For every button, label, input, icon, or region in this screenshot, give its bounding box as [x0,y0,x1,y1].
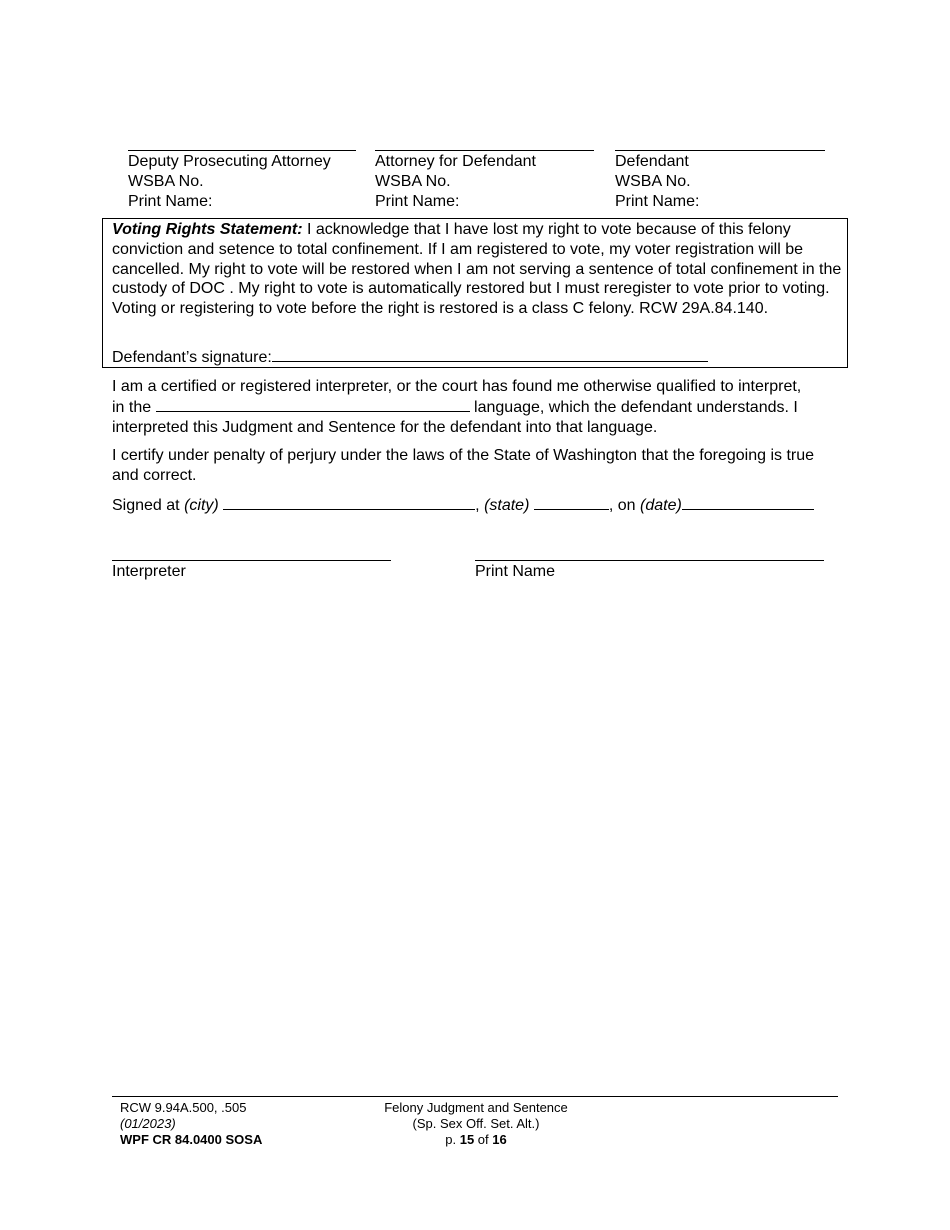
defendant-signature-field[interactable] [272,347,708,362]
defense-attorney-print-name: Print Name: [375,193,460,210]
page-prefix: p. [445,1132,460,1147]
footer-center [366,1100,586,1148]
footer-subtitle: (Sp. Sex Off. Set. Alt.) [412,1116,540,1131]
city-field[interactable] [223,495,475,510]
interpreter-statement [112,377,812,437]
on-label: , on [608,497,640,514]
voting-rights-box [102,218,848,368]
perjury-certification-text: I certify under penalty of perjury under the laws of the State of Washington that the foregoing is true and correct. [112,447,815,484]
defendant-title: Defendant [615,153,689,170]
interpreter-text-b: language, which the defendant understands. I interpreted this Judgment and Sentence for the defendant into that language. [112,398,798,436]
page-number [366,1132,586,1148]
date-field[interactable] [682,495,814,510]
footer-rcw: RCW 9.94A.500, .505 [120,1100,247,1115]
signed-at-row: Signed at (city) , (state) , on (date) [112,495,814,516]
interpreter-label: Interpreter [112,563,186,580]
date-label: (date) [640,497,682,514]
voting-rights-body: I acknowledge that I have lost my right to vote because of this felony conviction and setence to total confinement. If I am registered to vote, my voter registration will be cancelled. My right to vote will be restored when I am not serving a sentence of total confinement in the custody of DOC . My right to vote is automatically restored but I must reregister to vote prior to voting. Voting or registering to vote before the right is restored is a class C felony. RCW 29A.84.140. [112,221,842,318]
voting-rights-heading: Voting Rights Statement: [112,221,303,238]
print-name-line[interactable] [475,560,824,561]
defense-attorney-title: Attorney for Defendant [375,153,536,170]
signature-column-prosecutor [128,150,356,212]
prosecutor-title: Deputy Prosecuting Attorney [128,153,331,170]
print-name-label: Print Name [475,563,556,580]
signature-column-defendant [615,150,825,212]
footer-title: Felony Judgment and Sentence [384,1100,568,1115]
defendant-print-name: Print Name: [615,193,700,210]
footer-rule [112,1096,838,1097]
footer-left [120,1100,262,1148]
footer-date-code: (01/2023) [120,1116,176,1131]
city-label: (city) [184,497,219,514]
perjury-certification [112,446,824,486]
signature-line [375,150,594,151]
interpreter-signature-line[interactable] [112,560,391,561]
prosecutor-wsba: WSBA No. [128,173,204,190]
language-field[interactable] [156,397,470,412]
defendant-wsba: WSBA No. [615,173,691,190]
page-total: 16 [492,1132,507,1147]
signature-line [128,150,356,151]
page-of: of [474,1132,493,1147]
footer-form-number: WPF CR 84.0400 SOSA [120,1132,263,1147]
defense-attorney-wsba: WSBA No. [375,173,451,190]
state-field[interactable] [534,495,609,510]
voting-rights-statement [112,220,848,319]
interpreter-text-a: I am a certified or registered interpreter, or the court has found me otherwise qualified to interpret, in the [112,378,802,416]
state-label: (state) [484,497,530,514]
defendant-signature-row [112,347,708,368]
prosecutor-print-name: Print Name: [128,193,213,210]
signature-column-defense-attorney [375,150,594,212]
signed-at-label: Signed at [112,497,185,514]
page-current: 15 [459,1132,475,1147]
signature-line [615,150,825,151]
defendant-signature-label: Defendant’s signature: [112,349,272,366]
